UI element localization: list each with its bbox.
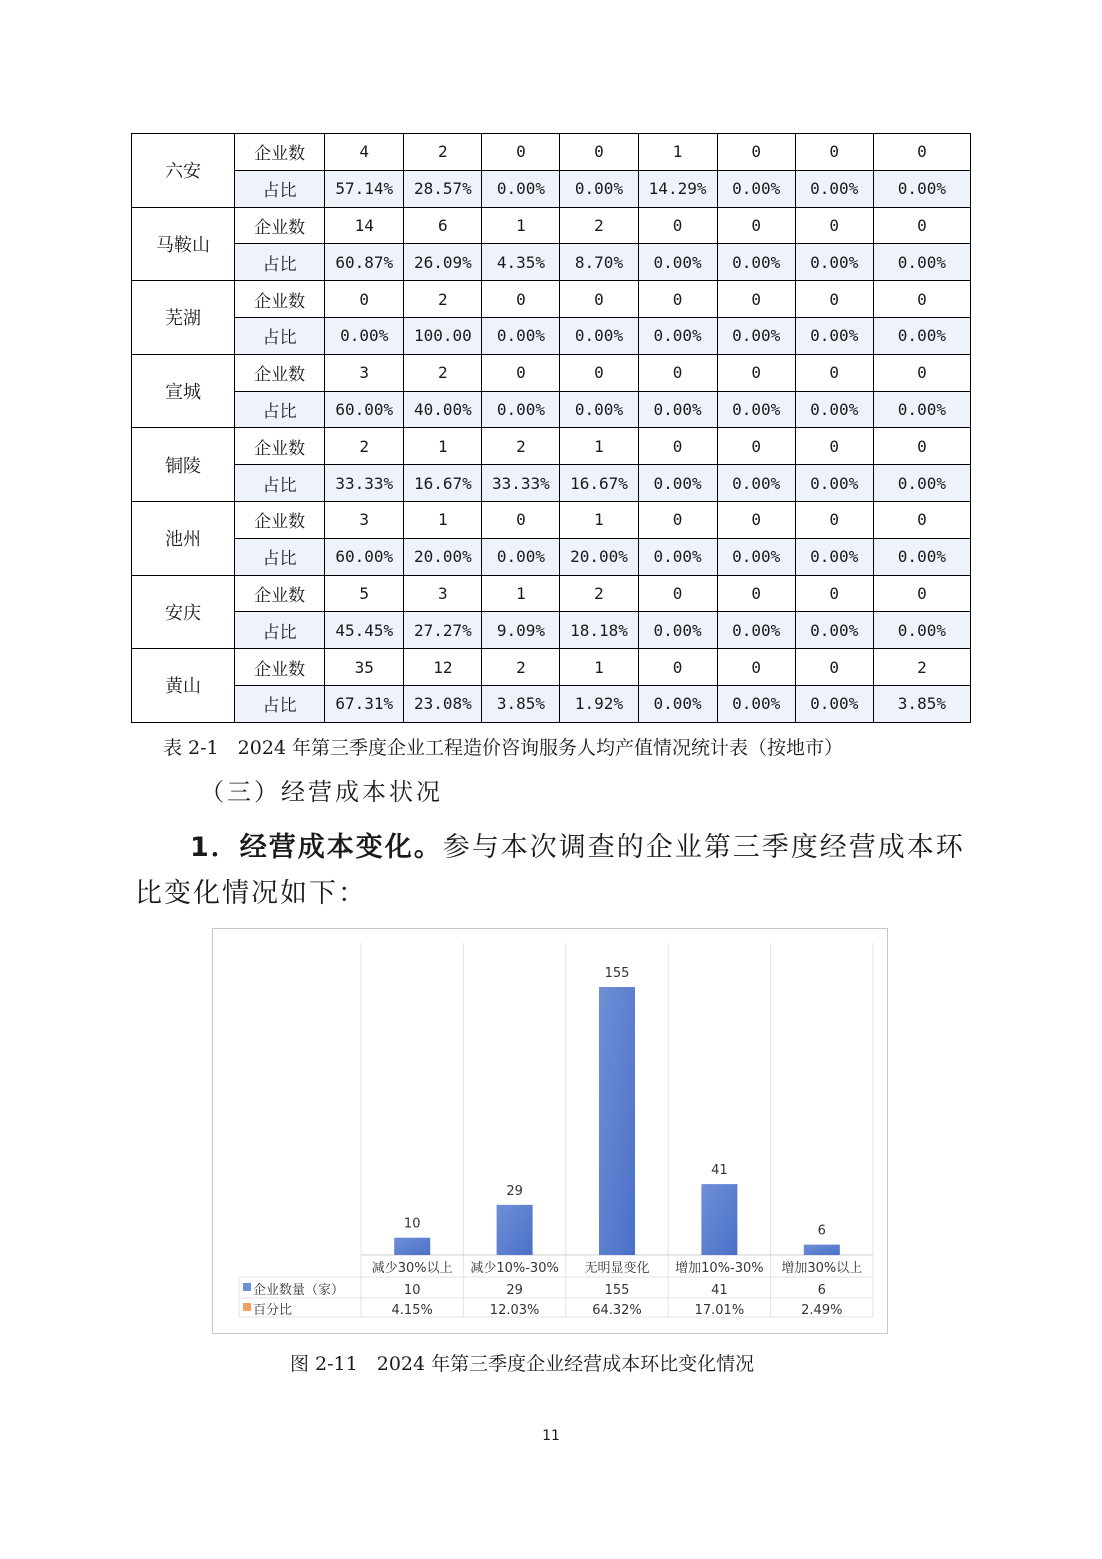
row-label-ratio: 占比 xyxy=(235,244,325,281)
table-percent-value: 4.15% xyxy=(391,1303,433,1318)
ratio-cell: 3.85% xyxy=(873,685,970,722)
count-cell: 0 xyxy=(873,428,970,465)
ratio-cell: 14.29% xyxy=(638,170,717,207)
ratio-cell: 0.00% xyxy=(795,170,873,207)
table-count-value: 41 xyxy=(711,1283,728,1298)
count-cell: 2 xyxy=(404,134,482,171)
count-cell: 2 xyxy=(404,354,482,391)
ratio-cell: 0.00% xyxy=(717,685,795,722)
ratio-cell: 18.18% xyxy=(560,612,638,649)
table-row-count xyxy=(132,649,971,686)
category-label: 增加10%-30% xyxy=(675,1261,764,1276)
table-row-ratio xyxy=(132,391,971,428)
category-label: 减少10%-30% xyxy=(470,1261,559,1276)
row-label-count: 企业数 xyxy=(235,354,325,391)
count-cell: 1 xyxy=(560,428,638,465)
count-cell: 2 xyxy=(873,649,970,686)
chart-svg xyxy=(213,929,889,1335)
count-cell: 1 xyxy=(638,134,717,171)
count-cell: 0 xyxy=(638,575,717,612)
count-cell: 6 xyxy=(404,207,482,244)
ratio-cell: 0.00% xyxy=(873,538,970,575)
ratio-cell: 0.00% xyxy=(560,170,638,207)
bar-1 xyxy=(497,1205,533,1255)
count-cell: 3 xyxy=(325,501,404,538)
ratio-cell: 20.00% xyxy=(404,538,482,575)
count-cell: 0 xyxy=(638,428,717,465)
table-row-ratio xyxy=(132,244,971,281)
count-cell: 0 xyxy=(795,575,873,612)
count-cell: 1 xyxy=(560,649,638,686)
category-label: 减少30%以上 xyxy=(371,1261,453,1276)
count-cell: 0 xyxy=(638,501,717,538)
data-label: 6 xyxy=(817,1223,826,1239)
table-row-ratio xyxy=(132,170,971,207)
table-percent-value: 12.03% xyxy=(489,1303,540,1318)
data-label: 10 xyxy=(403,1216,421,1232)
ratio-cell: 28.57% xyxy=(404,170,482,207)
count-cell: 35 xyxy=(325,649,404,686)
count-cell: 0 xyxy=(717,649,795,686)
ratio-cell: 0.00% xyxy=(795,685,873,722)
ratio-cell: 57.14% xyxy=(325,170,404,207)
ratio-cell: 100.00 xyxy=(404,317,482,354)
ratio-cell: 0.00% xyxy=(560,391,638,428)
ratio-cell: 0.00% xyxy=(795,612,873,649)
count-cell: 0 xyxy=(795,428,873,465)
ratio-cell: 0.00% xyxy=(873,391,970,428)
ratio-cell: 40.00% xyxy=(404,391,482,428)
count-cell: 5 xyxy=(325,575,404,612)
ratio-cell: 0.00% xyxy=(560,317,638,354)
bar-2 xyxy=(599,987,635,1255)
figure-caption: 图 2-11 2024 年第三季度企业经营成本环比变化情况 xyxy=(290,1353,755,1375)
ratio-cell: 0.00% xyxy=(873,244,970,281)
table-row-ratio xyxy=(132,538,971,575)
table-percent-value: 17.01% xyxy=(694,1303,745,1318)
category-label: 无明显变化 xyxy=(584,1261,650,1276)
ratio-cell: 60.00% xyxy=(325,538,404,575)
row-label-count: 企业数 xyxy=(235,501,325,538)
row-label-ratio: 占比 xyxy=(235,612,325,649)
count-cell: 0 xyxy=(795,207,873,244)
ratio-cell: 0.00% xyxy=(638,685,717,722)
table-row-ratio xyxy=(132,465,971,502)
bar-0 xyxy=(394,1238,430,1255)
count-cell: 1 xyxy=(404,428,482,465)
city-statistics-table xyxy=(131,133,971,723)
ratio-cell: 0.00% xyxy=(638,612,717,649)
legend-marker-percent xyxy=(243,1303,251,1311)
ratio-cell: 0.00% xyxy=(482,170,560,207)
city-name: 黄山 xyxy=(132,649,235,723)
count-cell: 0 xyxy=(795,134,873,171)
count-cell: 1 xyxy=(482,207,560,244)
count-cell: 0 xyxy=(873,501,970,538)
paragraph-lead: 1．经营成本变化。 xyxy=(190,832,443,863)
count-cell: 0 xyxy=(795,501,873,538)
count-cell: 2 xyxy=(482,428,560,465)
count-cell: 1 xyxy=(404,501,482,538)
ratio-cell: 16.67% xyxy=(404,465,482,502)
row-label-ratio: 占比 xyxy=(235,465,325,502)
count-cell: 0 xyxy=(325,281,404,318)
count-cell: 1 xyxy=(482,575,560,612)
table-row-count xyxy=(132,428,971,465)
ratio-cell: 4.35% xyxy=(482,244,560,281)
page-number: 11 xyxy=(542,1428,560,1444)
section-heading: （三）经营成本状况 xyxy=(200,778,443,806)
ratio-cell: 60.87% xyxy=(325,244,404,281)
count-cell: 2 xyxy=(404,281,482,318)
data-label: 29 xyxy=(506,1183,523,1199)
ratio-cell: 1.92% xyxy=(560,685,638,722)
row-label-count: 企业数 xyxy=(235,281,325,318)
count-cell: 0 xyxy=(795,281,873,318)
table-percent-value: 2.49% xyxy=(801,1303,843,1318)
count-cell: 0 xyxy=(717,501,795,538)
table-row-count xyxy=(132,281,971,318)
count-cell: 0 xyxy=(717,354,795,391)
ratio-cell: 33.33% xyxy=(325,465,404,502)
ratio-cell: 23.08% xyxy=(404,685,482,722)
table-row-ratio xyxy=(132,612,971,649)
table-row-ratio xyxy=(132,317,971,354)
ratio-cell: 20.00% xyxy=(560,538,638,575)
count-cell: 0 xyxy=(560,354,638,391)
bar-3 xyxy=(701,1184,737,1255)
ratio-cell: 0.00% xyxy=(638,244,717,281)
ratio-cell: 0.00% xyxy=(717,244,795,281)
count-cell: 1 xyxy=(560,501,638,538)
count-cell: 0 xyxy=(873,281,970,318)
count-cell: 0 xyxy=(560,134,638,171)
count-cell: 3 xyxy=(404,575,482,612)
count-cell: 0 xyxy=(795,649,873,686)
count-cell: 14 xyxy=(325,207,404,244)
ratio-cell: 0.00% xyxy=(795,317,873,354)
ratio-cell: 8.70% xyxy=(560,244,638,281)
count-cell: 0 xyxy=(482,134,560,171)
table-row-count xyxy=(132,207,971,244)
ratio-cell: 3.85% xyxy=(482,685,560,722)
table-row-count xyxy=(132,575,971,612)
row-label-count: 企业数 xyxy=(235,649,325,686)
table-caption: 表 2-1 2024 年第三季度企业工程造价咨询服务人均产值情况统计表（按地市） xyxy=(163,737,844,759)
count-cell: 0 xyxy=(873,134,970,171)
city-name: 宣城 xyxy=(132,354,235,428)
count-cell: 3 xyxy=(325,354,404,391)
count-cell: 0 xyxy=(717,207,795,244)
count-cell: 0 xyxy=(482,281,560,318)
ratio-cell: 16.67% xyxy=(560,465,638,502)
ratio-cell: 0.00% xyxy=(717,538,795,575)
ratio-cell: 0.00% xyxy=(873,317,970,354)
ratio-cell: 0.00% xyxy=(795,465,873,502)
count-cell: 0 xyxy=(873,207,970,244)
row-label-ratio: 占比 xyxy=(235,685,325,722)
category-label: 增加30%以上 xyxy=(781,1261,863,1276)
count-cell: 2 xyxy=(560,575,638,612)
city-name: 芜湖 xyxy=(132,281,235,355)
ratio-cell: 67.31% xyxy=(325,685,404,722)
ratio-cell: 0.00% xyxy=(717,317,795,354)
city-name: 马鞍山 xyxy=(132,207,235,281)
paragraph xyxy=(135,825,975,917)
paragraph-body: 参与本次调查的企业第三季度经营成本环比变化情况如下： xyxy=(135,832,965,909)
count-cell: 0 xyxy=(717,428,795,465)
legend-label-percent: 百分比 xyxy=(253,1303,293,1318)
table-row-count xyxy=(132,354,971,391)
ratio-cell: 0.00% xyxy=(638,391,717,428)
ratio-cell: 0.00% xyxy=(795,391,873,428)
ratio-cell: 0.00% xyxy=(638,317,717,354)
count-cell: 0 xyxy=(638,207,717,244)
row-label-ratio: 占比 xyxy=(235,391,325,428)
table-count-value: 10 xyxy=(403,1283,421,1298)
count-cell: 0 xyxy=(482,501,560,538)
legend-label-count: 企业数量（家） xyxy=(253,1283,345,1298)
table-row-ratio xyxy=(132,685,971,722)
legend-marker-count xyxy=(243,1283,251,1291)
ratio-cell: 0.00% xyxy=(873,170,970,207)
ratio-cell: 9.09% xyxy=(482,612,560,649)
city-name: 安庆 xyxy=(132,575,235,649)
ratio-cell: 26.09% xyxy=(404,244,482,281)
count-cell: 2 xyxy=(325,428,404,465)
ratio-cell: 0.00% xyxy=(717,170,795,207)
count-cell: 0 xyxy=(873,354,970,391)
ratio-cell: 60.00% xyxy=(325,391,404,428)
row-label-count: 企业数 xyxy=(235,428,325,465)
cost-change-chart xyxy=(212,928,888,1334)
row-label-count: 企业数 xyxy=(235,134,325,171)
table-percent-value: 64.32% xyxy=(592,1303,642,1318)
ratio-cell: 0.00% xyxy=(717,612,795,649)
ratio-cell: 0.00% xyxy=(717,465,795,502)
ratio-cell: 0.00% xyxy=(873,612,970,649)
ratio-cell: 27.27% xyxy=(404,612,482,649)
count-cell: 0 xyxy=(638,649,717,686)
city-name: 铜陵 xyxy=(132,428,235,502)
ratio-cell: 0.00% xyxy=(482,391,560,428)
count-cell: 0 xyxy=(717,281,795,318)
ratio-cell: 0.00% xyxy=(795,538,873,575)
row-label-ratio: 占比 xyxy=(235,170,325,207)
ratio-cell: 0.00% xyxy=(482,538,560,575)
row-label-ratio: 占比 xyxy=(235,538,325,575)
table-row-count xyxy=(132,501,971,538)
ratio-cell: 45.45% xyxy=(325,612,404,649)
ratio-cell: 33.33% xyxy=(482,465,560,502)
data-label: 155 xyxy=(604,966,630,981)
city-name: 六安 xyxy=(132,134,235,208)
ratio-cell: 0.00% xyxy=(325,317,404,354)
table-count-value: 6 xyxy=(817,1283,826,1298)
row-label-count: 企业数 xyxy=(235,575,325,612)
count-cell: 12 xyxy=(404,649,482,686)
table-count-value: 29 xyxy=(506,1283,523,1298)
count-cell: 2 xyxy=(560,207,638,244)
ratio-cell: 0.00% xyxy=(638,538,717,575)
count-cell: 0 xyxy=(795,354,873,391)
row-label-ratio: 占比 xyxy=(235,317,325,354)
ratio-cell: 0.00% xyxy=(795,244,873,281)
count-cell: 4 xyxy=(325,134,404,171)
row-label-count: 企业数 xyxy=(235,207,325,244)
table-count-value: 155 xyxy=(604,1283,630,1298)
city-name: 池州 xyxy=(132,501,235,575)
ratio-cell: 0.00% xyxy=(873,465,970,502)
count-cell: 0 xyxy=(717,134,795,171)
count-cell: 0 xyxy=(560,281,638,318)
bar-4 xyxy=(804,1245,840,1255)
count-cell: 0 xyxy=(482,354,560,391)
ratio-cell: 0.00% xyxy=(482,317,560,354)
count-cell: 0 xyxy=(717,575,795,612)
ratio-cell: 0.00% xyxy=(717,391,795,428)
table-row-count xyxy=(132,134,971,171)
count-cell: 2 xyxy=(482,649,560,686)
count-cell: 0 xyxy=(873,575,970,612)
count-cell: 0 xyxy=(638,281,717,318)
data-label: 41 xyxy=(711,1163,728,1179)
count-cell: 0 xyxy=(638,354,717,391)
ratio-cell: 0.00% xyxy=(638,465,717,502)
